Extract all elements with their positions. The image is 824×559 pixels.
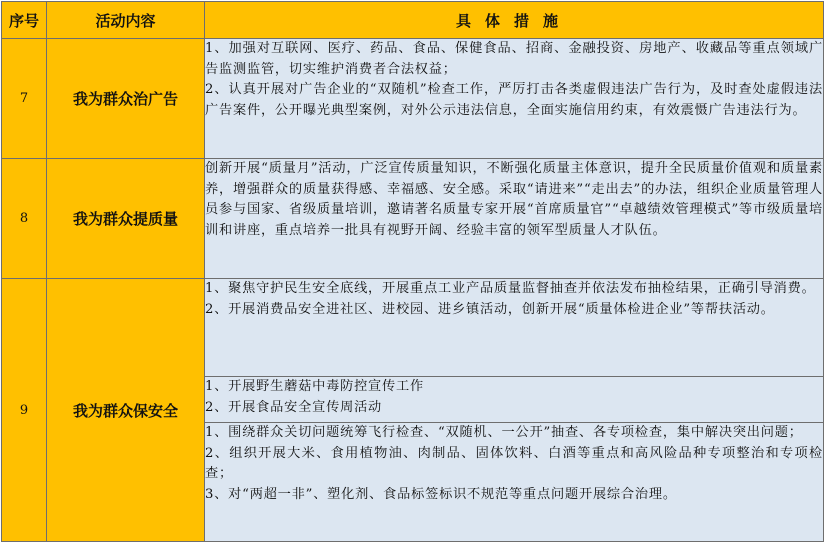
measure-line: 1、开展野生蘑菇中毒防控宣传工作	[205, 379, 425, 394]
row-number: 7	[2, 39, 47, 159]
measures-cell	[205, 279, 824, 377]
table-row	[2, 159, 824, 279]
activity-name: 我为群众保安全	[47, 279, 205, 542]
measure-line: 创新开展“质量月”活动，广泛宣传质量知识，不断强化质量主体意识，提升全民质量价值观和质量素养，增强群众的质量获得感、幸福感、安全感。采取“请进来”“走出去”的办法，组织企业质量管理人员参与国家、省级质量培训，邀请著名质量专家开展“首席质量官”“卓越绩效管理模式”等市级质量培训和讲座，重点培养一批具有视野开阔、经验丰富的领军型质量人才队伍。	[205, 161, 823, 238]
measure-line: 2、组织开展大米、食用植物油、肉制品、固体饮料、白酒等重点和高风险品种专项整治和专项检查；	[205, 445, 823, 482]
activity-name: 我为群众治广告	[47, 39, 205, 159]
header-measures: 具体措施	[205, 2, 824, 39]
measure-line: 2、开展食品安全宣传周活动	[205, 399, 383, 415]
header-activity: 活动内容	[47, 2, 205, 39]
measures-cell	[205, 159, 824, 279]
header-no: 序号	[2, 2, 47, 39]
measure-line: 1、围绕群众关切问题统筹飞行检查、“双随机、一公开”抽查、各专项检查，集中解决突出问题；	[205, 425, 803, 440]
measure-line: 1、加强对互联网、医疗、药品、食品、保健食品、招商、金融投资、房地产、收藏品等重点领域广告监测监管，切实维护消费者合法权益；	[205, 41, 823, 77]
measure-line: 1、聚焦守护民生安全底线，开展重点工业产品质量监督抽查并依法发布抽检结果，正确引导消费。	[205, 281, 816, 296]
measures-table	[1, 1, 824, 542]
header-row	[2, 2, 824, 39]
measures-cell	[205, 39, 824, 159]
table-row	[2, 39, 824, 159]
row-number: 8	[2, 159, 47, 279]
row-number: 9	[2, 279, 47, 542]
table-row	[2, 279, 824, 377]
measures-cell	[205, 377, 824, 423]
activity-name: 我为群众提质量	[47, 159, 205, 279]
measures-cell	[205, 423, 824, 542]
measure-line: 2、开展消费品安全进社区、进校园、进乡镇活动，创新开展“质量体检进企业”等帮扶活动。	[205, 301, 775, 317]
measure-line: 3、对“两超一非”、塑化剂、食品标签标识不规范等重点问题开展综合治理。	[205, 486, 677, 502]
measure-line: 2、认真开展对广告企业的“双随机”检查工作，严厉打击各类虚假违法广告行为，及时查处虚假违法广告案件，公开曝光典型案例，对外公示违法信息，全面实施信用约束，有效震慑广告违法行为。	[205, 82, 823, 118]
